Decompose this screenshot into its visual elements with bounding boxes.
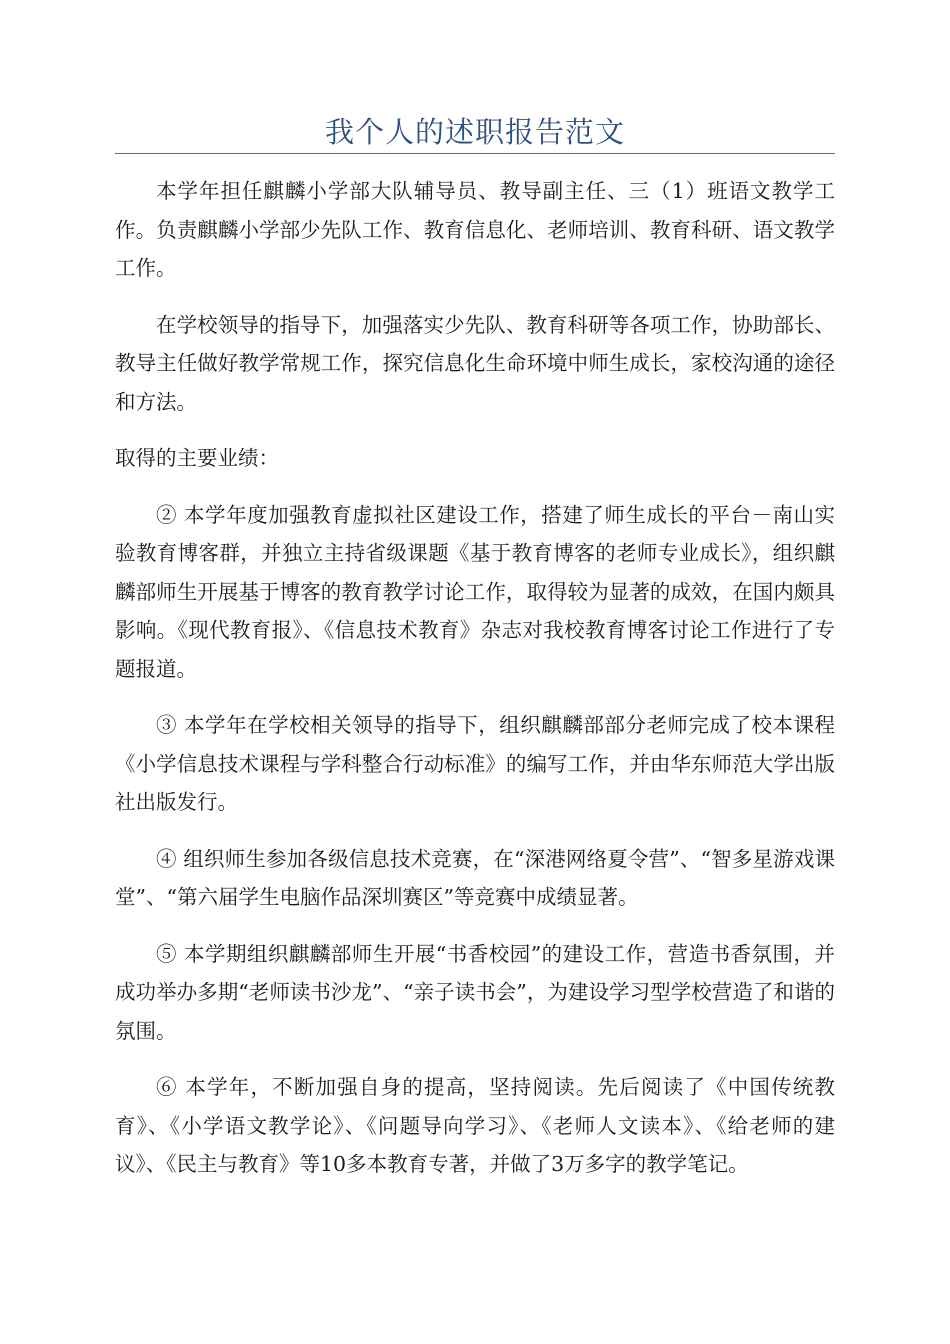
paragraph-role-description: 本学年担任麒麟小学部大队辅导员、教导副主任、三（1）班语文教学工作。负责麒麟小学部少先队工作、教育信息化、老师培训、教育科研、语文教学工作。	[115, 179, 835, 280]
document-title: 我个人的述职报告范文	[324, 115, 625, 149]
paragraph-achievements-heading: 取得的主要业绩：	[115, 446, 279, 470]
paragraph-guidance: 在学校领导的指导下，加强落实少先队、教育科研等各项工作，协助部长、教导主任做好教学常规工作，探究信息化生命环境中师生成长，家校沟通的途径和方法。	[115, 312, 835, 414]
document-body	[115, 172, 835, 1202]
paragraph-achievement-4: ④ 组织师生参加各级信息技术竞赛，在“深港网络夏令营”、“智多星游戏课堂”、“第六届学生电脑作品深圳赛区”等竞赛中成绩显著。	[115, 846, 835, 909]
title-underline	[115, 153, 835, 154]
paragraph-achievement-3: ③ 本学年在学校相关领导的指导下，组织麒麟部部分老师完成了校本课程《小学信息技术课程与学科整合行动标准》的编写工作，并由华东师范大学出版社出版发行。	[115, 713, 835, 814]
paragraph-achievement-2: ② 本学年度加强教育虚拟社区建设工作，搭建了师生成长的平台－南山实验教育博客群，并独立主持省级课题《基于教育博客的老师专业成长》，组织麒麟部师生开展基于博客的教育教学讨论工作，取得较为显著的成效，在国内颇具影响。《现代教育报》、《信息技术教育》杂志对我校教育博客讨论工作进行了专题报道。	[115, 502, 835, 681]
paragraph-achievement-6: ⑥ 本学年，不断加强自身的提高，坚持阅读。先后阅读了《中国传统教育》、《小学语文教学论》、《问题导向学习》、《老师人文读本》、《给老师的建议》、《民主与教育》等10多本教育专著，并做了3万多字的教学笔记。	[115, 1075, 835, 1176]
paragraph-achievement-5: ⑤ 本学期组织麒麟部师生开展“书香校园”的建设工作，营造书香氛围，并成功举办多期“老师读书沙龙”、“亲子读书会”，为建设学习型学校营造了和谐的氛围。	[115, 941, 835, 1043]
